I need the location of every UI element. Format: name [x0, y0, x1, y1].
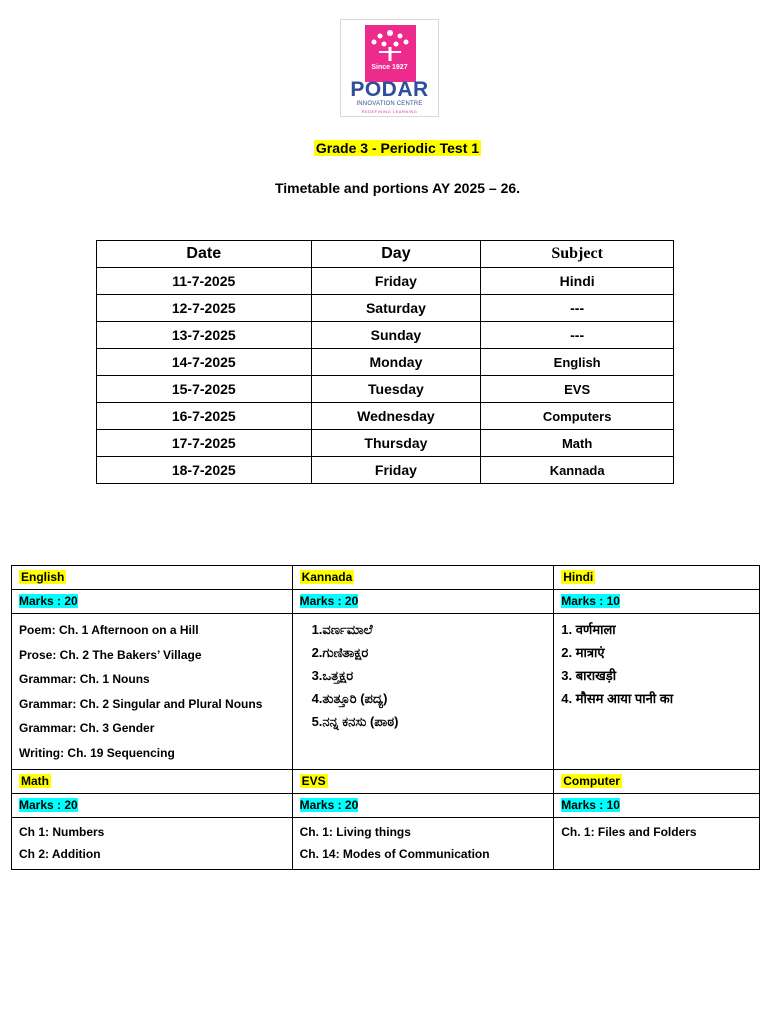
- timetable-subject: Kannada: [481, 457, 674, 484]
- list-item: Grammar: Ch. 3 Gender: [19, 721, 155, 735]
- timetable-date: 16-7-2025: [97, 403, 312, 430]
- portions-content-row: [12, 818, 760, 870]
- portions-english: [12, 614, 293, 770]
- page-title: Grade 3 - Periodic Test 1: [315, 140, 480, 156]
- subject-computer: Computer: [554, 770, 760, 794]
- portions-marks-row: [12, 794, 760, 818]
- list-item: 3. बाराखड़ी: [561, 668, 617, 683]
- timetable-subject: ---: [481, 295, 674, 322]
- timetable-day: Tuesday: [311, 376, 481, 403]
- list-item: 1.ವರ್ಣಮಾಲೆ: [311, 622, 373, 637]
- timetable-day: Friday: [311, 268, 481, 295]
- timetable-header-row: [97, 241, 674, 268]
- timetable-subject: English: [481, 349, 674, 376]
- page-subtitle: Timetable and portions AY 2025 – 26.: [274, 180, 521, 196]
- logo-since-text: Since 1927: [371, 64, 408, 71]
- subject-english: English: [12, 566, 293, 590]
- timetable-header-day: Day: [311, 241, 481, 268]
- list-item: Ch. 14: Modes of Communication: [299, 846, 490, 861]
- portions-math: [12, 818, 293, 870]
- marks-english: Marks : 20: [12, 590, 293, 614]
- timetable-day: Friday: [311, 457, 481, 484]
- timetable-date: 11-7-2025: [97, 268, 312, 295]
- timetable-day: Wednesday: [311, 403, 481, 430]
- subject-hindi: Hindi: [554, 566, 760, 590]
- portions-computer: [554, 818, 760, 870]
- timetable: [96, 240, 674, 484]
- list-item: Grammar: Ch. 2 Singular and Plural Nouns: [19, 696, 263, 711]
- timetable-date: 12-7-2025: [97, 295, 312, 322]
- subject-evs: EVS: [292, 770, 554, 794]
- subject-math: Math: [12, 770, 293, 794]
- timetable-header-subject: Subject: [481, 241, 674, 268]
- list-item: Poem: Ch. 1 Afternoon on a Hill: [19, 623, 199, 637]
- portions-subject-row: [12, 770, 760, 794]
- portions-hindi: [554, 614, 760, 770]
- portions-evs: [292, 818, 554, 870]
- portions-subject-row: [12, 566, 760, 590]
- marks-hindi: Marks : 10: [554, 590, 760, 614]
- table-row: [97, 376, 674, 403]
- timetable-date: 18-7-2025: [97, 457, 312, 484]
- timetable-day: Monday: [311, 349, 481, 376]
- list-item: 4.ತುತ್ತೂರಿ (ಪದ್ಯ): [311, 691, 388, 706]
- logo-brand-text: PODAR: [350, 78, 429, 101]
- table-row: [97, 295, 674, 322]
- table-row: [97, 322, 674, 349]
- list-item: 4. मौसम आया पानी का: [561, 691, 674, 706]
- table-row: [97, 457, 674, 484]
- logo-tree-icon: [365, 25, 416, 82]
- list-item: Ch 2: Addition: [19, 846, 101, 861]
- timetable-subject: Computers: [481, 403, 674, 430]
- marks-evs: Marks : 20: [292, 794, 554, 818]
- list-item: 3.ಒತ್ತಕ್ಷರ: [311, 668, 354, 683]
- timetable-date: 13-7-2025: [97, 322, 312, 349]
- timetable-subject: Hindi: [481, 268, 674, 295]
- logo-tagline-text: REDEFINING LEARNING: [361, 109, 418, 114]
- timetable-date: 15-7-2025: [97, 376, 312, 403]
- timetable-day: Thursday: [311, 430, 481, 457]
- table-row: [97, 268, 674, 295]
- list-item: 1. वर्णमाला: [561, 622, 616, 637]
- portions-marks-row: [12, 590, 760, 614]
- list-item: Writing: Ch. 19 Sequencing: [19, 745, 175, 760]
- timetable-subject: Math: [481, 430, 674, 457]
- list-item: 5.ನನ್ನ ಕನಸು (ಪಾಠ): [311, 714, 399, 729]
- list-item: Ch. 1: Living things: [299, 825, 411, 839]
- timetable-date: 14-7-2025: [97, 349, 312, 376]
- list-item: Grammar: Ch. 1 Nouns: [19, 672, 150, 686]
- timetable-date: 17-7-2025: [97, 430, 312, 457]
- marks-math: Marks : 20: [12, 794, 293, 818]
- list-item: Ch 1: Numbers: [19, 825, 105, 839]
- table-row: [97, 349, 674, 376]
- timetable-day: Saturday: [311, 295, 481, 322]
- table-row: [97, 430, 674, 457]
- timetable-header-date: Date: [97, 241, 312, 268]
- list-item: Ch. 1: Files and Folders: [561, 825, 697, 839]
- marks-computer: Marks : 10: [554, 794, 760, 818]
- portions-kannada: [292, 614, 554, 770]
- table-row: [97, 403, 674, 430]
- list-item: 2. मात्राएं: [561, 645, 605, 660]
- timetable-day: Sunday: [311, 322, 481, 349]
- logo-subtitle-text: INNOVATION CENTRE: [356, 101, 423, 107]
- portions-table: [11, 565, 760, 870]
- marks-kannada: Marks : 20: [292, 590, 554, 614]
- school-logo: [340, 19, 439, 117]
- timetable-subject: EVS: [481, 376, 674, 403]
- list-item: Prose: Ch. 2 The Bakers’ Village: [19, 647, 202, 662]
- subject-kannada: Kannada: [292, 566, 554, 590]
- timetable-subject: ---: [481, 322, 674, 349]
- portions-content-row: [12, 614, 760, 770]
- list-item: 2.ಗುಣಿತಾಕ್ಷರ: [311, 645, 369, 660]
